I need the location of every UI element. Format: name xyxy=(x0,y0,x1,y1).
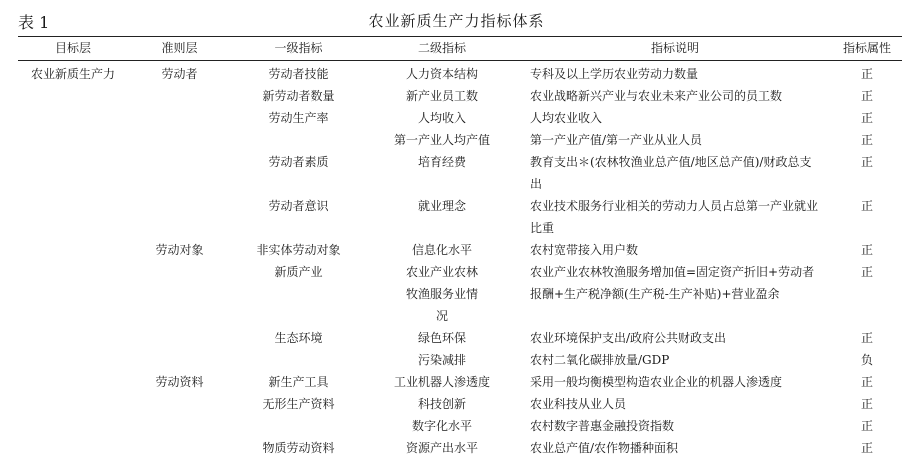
target-layer-cell xyxy=(18,195,128,239)
second-level-indicator-cell: 绿色环保 xyxy=(417,331,466,345)
indicator-attribute-cell: 正 xyxy=(860,375,873,389)
target-layer-cell xyxy=(18,393,128,415)
indicator-description-cell: 人均农业收入 xyxy=(530,111,603,125)
indicator-description-cell: 农业技术服务行业相关的劳动力人员占总第一产业就业比重 xyxy=(530,199,819,235)
criterion-layer-cell xyxy=(128,195,231,239)
indicator-attribute-cell: 正 xyxy=(860,199,873,213)
table-title: 农业新质生产力指标体系 xyxy=(368,12,545,30)
table-row xyxy=(18,371,902,393)
target-layer-cell xyxy=(18,349,128,371)
second-level-indicator-cell: 数字化水平 xyxy=(411,419,472,433)
indicator-attribute-cell: 正 xyxy=(860,331,873,345)
first-level-indicator-cell: 劳动者素质 xyxy=(268,155,329,169)
indicator-description-cell: 农业科技从业人员 xyxy=(530,397,627,411)
second-level-indicator-cell: 人均收入 xyxy=(417,111,466,125)
target-layer-cell xyxy=(18,437,128,459)
indicator-description-cell: 第一产业产值/第一产业从业人员 xyxy=(530,133,703,147)
criterion-layer-cell xyxy=(128,393,231,415)
target-layer-cell xyxy=(18,415,128,437)
target-layer-cell xyxy=(18,239,128,261)
table-row xyxy=(18,60,902,85)
second-level-indicator-cell: 新产业员工数 xyxy=(405,89,478,103)
target-layer-cell xyxy=(18,261,128,327)
table-row xyxy=(18,437,902,459)
first-level-indicator-cell: 新质产业 xyxy=(274,265,323,279)
header-indicator-description: 指标说明 xyxy=(650,41,699,55)
criterion-layer-cell xyxy=(128,261,231,327)
target-layer-cell xyxy=(18,151,128,195)
indicator-attribute-cell: 正 xyxy=(860,397,873,411)
indicator-description-cell: 农村二氧化碳排放量/GDP xyxy=(530,353,670,367)
target-layer-cell xyxy=(18,107,128,129)
indicator-description-cell: 农业总产值/农作物播种面积 xyxy=(530,441,679,455)
indicator-description-cell: 教育支出＊(农林牧渔业总产值/地区总产值)/财政总支出 xyxy=(530,155,812,191)
second-level-indicator-cell: 人力资本结构 xyxy=(405,67,478,81)
criterion-layer-cell: 劳动者 xyxy=(161,67,198,81)
indicator-description-cell: 采用一般均衡模型构造农业企业的机器人渗透度 xyxy=(530,375,783,389)
first-level-indicator-cell xyxy=(231,349,366,371)
indicator-attribute-cell: 正 xyxy=(860,155,873,169)
table-row xyxy=(18,85,902,107)
criterion-layer-cell xyxy=(128,437,231,459)
criterion-layer-cell: 劳动对象 xyxy=(155,243,204,257)
indicator-description-cell: 农业产业农林牧渔服务增加值=固定资产折旧+劳动者报酬+生产税净额(生产税-生产补贴)+营业盈余 xyxy=(530,265,815,301)
criterion-layer-cell: 劳动资料 xyxy=(155,375,204,389)
table-row xyxy=(18,327,902,349)
second-level-indicator-cell: 资源产出水平 xyxy=(405,441,478,455)
table-row xyxy=(18,107,902,129)
indicator-attribute-cell: 正 xyxy=(860,111,873,125)
target-layer-cell xyxy=(18,327,128,349)
criterion-layer-cell xyxy=(128,151,231,195)
indicator-attribute-cell: 正 xyxy=(860,419,873,433)
second-level-indicator-cell: 第一产业人均产值 xyxy=(393,133,490,147)
criterion-layer-cell xyxy=(128,107,231,129)
table-row xyxy=(18,415,902,437)
first-level-indicator-cell: 物质劳动资料 xyxy=(262,441,335,455)
table-row xyxy=(18,261,902,327)
indicator-attribute-cell: 正 xyxy=(860,133,873,147)
second-level-indicator-cell: 就业理念 xyxy=(417,199,466,213)
indicator-attribute-cell: 正 xyxy=(860,89,873,103)
second-level-indicator-cell: 科技创新 xyxy=(417,397,466,411)
indicator-attribute-cell: 正 xyxy=(860,243,873,257)
first-level-indicator-cell: 劳动者意识 xyxy=(268,199,329,213)
header-target-layer: 目标层 xyxy=(54,41,91,55)
indicator-description-cell: 农村数字普惠金融投资指数 xyxy=(530,419,675,433)
table-row xyxy=(18,349,902,371)
second-level-indicator-cell: 信息化水平 xyxy=(411,243,472,257)
criterion-layer-cell xyxy=(128,415,231,437)
target-layer-cell: 农业新质生产力 xyxy=(30,67,115,81)
first-level-indicator-cell xyxy=(231,415,366,437)
second-level-indicator-cell: 污染减排 xyxy=(417,353,466,367)
header-indicator-attribute: 指标属性 xyxy=(842,41,891,55)
indicator-attribute-cell: 正 xyxy=(860,67,873,81)
indicator-attribute-cell: 正 xyxy=(860,441,873,455)
table-number: 表 1 xyxy=(18,13,50,32)
indicator-table xyxy=(18,37,902,459)
header-row xyxy=(18,37,902,60)
first-level-indicator-cell: 生态环境 xyxy=(274,331,323,345)
first-level-indicator-cell: 非实体劳动对象 xyxy=(256,243,341,257)
header-second-level-indicator: 二级指标 xyxy=(417,41,466,55)
indicator-attribute-cell: 负 xyxy=(860,353,873,367)
indicator-description-cell: 农业环境保护支出/政府公共财政支出 xyxy=(530,331,727,345)
criterion-layer-cell xyxy=(128,85,231,107)
second-level-indicator-cell: 工业机器人渗透度 xyxy=(393,375,490,389)
criterion-layer-cell xyxy=(128,349,231,371)
first-level-indicator-cell: 劳动者技能 xyxy=(268,67,329,81)
table-row xyxy=(18,239,902,261)
first-level-indicator-cell: 新劳动者数量 xyxy=(262,89,335,103)
table-row xyxy=(18,393,902,415)
table-body xyxy=(18,60,902,459)
first-level-indicator-cell: 无形生产资料 xyxy=(262,397,335,411)
target-layer-cell xyxy=(18,129,128,151)
indicator-description-cell: 农业战略新兴产业与农业未来产业公司的员工数 xyxy=(530,89,783,103)
second-level-indicator-cell: 农业产业农林牧渔服务业情况 xyxy=(405,265,478,323)
second-level-indicator-cell: 培育经费 xyxy=(417,155,466,169)
criterion-layer-cell xyxy=(128,327,231,349)
criterion-layer-cell xyxy=(128,129,231,151)
first-level-indicator-cell: 新生产工具 xyxy=(268,375,329,389)
table-row xyxy=(18,129,902,151)
header-criterion-layer: 准则层 xyxy=(161,41,198,55)
table-row xyxy=(18,151,902,195)
table-row xyxy=(18,195,902,239)
first-level-indicator-cell: 劳动生产率 xyxy=(268,111,329,125)
indicator-description-cell: 专科及以上学历农业劳动力数量 xyxy=(530,67,699,81)
header-first-level-indicator: 一级指标 xyxy=(274,41,323,55)
table-caption xyxy=(0,8,913,32)
indicator-attribute-cell: 正 xyxy=(860,265,873,279)
target-layer-cell xyxy=(18,371,128,393)
first-level-indicator-cell xyxy=(231,129,366,151)
target-layer-cell xyxy=(18,85,128,107)
indicator-description-cell: 农村宽带接入用户数 xyxy=(530,243,639,257)
